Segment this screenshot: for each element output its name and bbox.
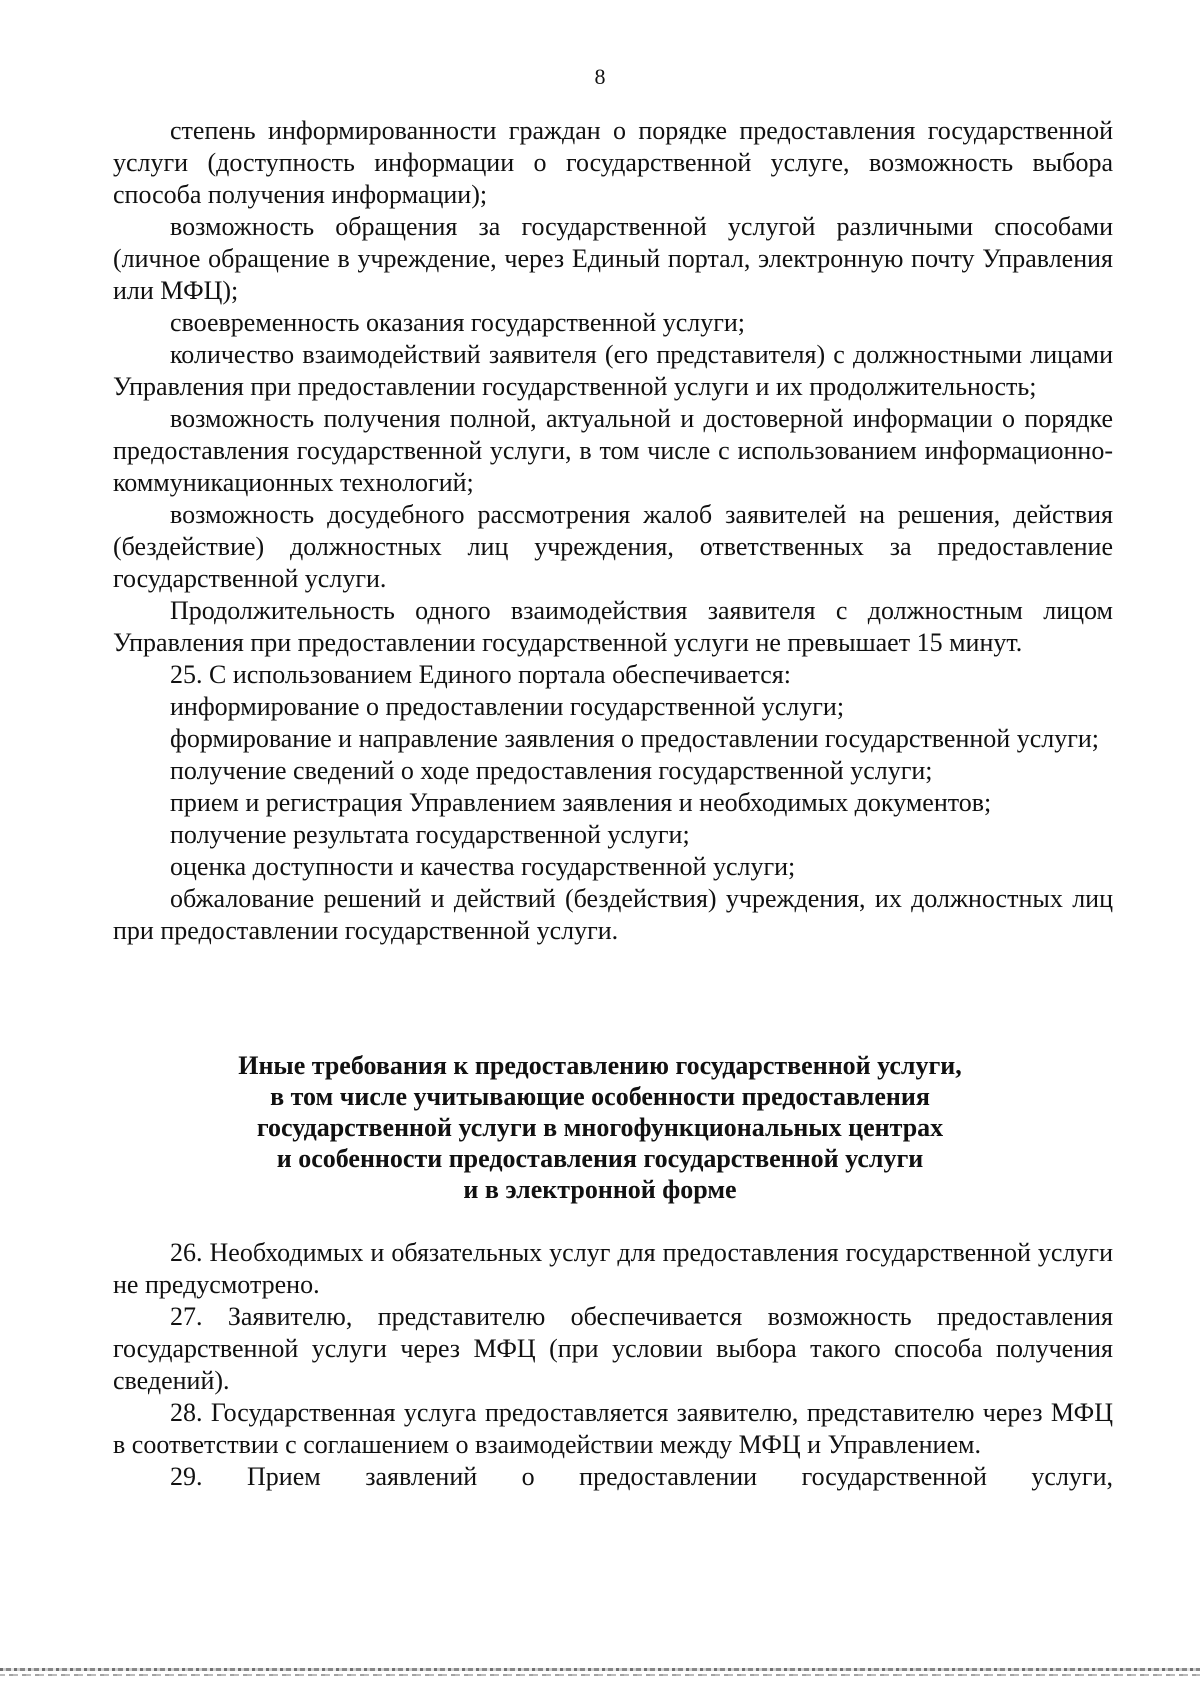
paragraph: оценка доступности и качества государственной услуги;: [170, 852, 796, 881]
paragraph: 29. Прием заявлений о предоставлении государственной услуги,: [170, 1462, 1113, 1491]
section-heading: [150, 1050, 1050, 1205]
paragraph: количество взаимодействий заявителя (его представителя) с должностными лицами Управления при предоставлении государственной услуги и их продолжительность;: [113, 340, 1113, 401]
paragraph: возможность досудебного рассмотрения жалоб заявителей на решения, действия (бездействие) должностных лиц учреждения, ответственных за предоставление государственной услуги.: [113, 500, 1113, 593]
heading-line: в том числе учитывающие особенности предоставления: [270, 1082, 930, 1111]
paragraph: своевременность оказания государственной услуги;: [170, 308, 746, 337]
paragraph: обжалование решений и действий (бездействия) учреждения, их должностных лиц при предоставлении государственной услуги.: [113, 884, 1113, 945]
paragraph: возможность обращения за государственной услугой различными способами (личное обращение в учреждение, через Единый портал, электронную почту Управления или МФЦ);: [113, 212, 1113, 305]
paragraph: 26. Необходимых и обязательных услуг для предоставления государственной услуги не предусмотрено.: [113, 1238, 1113, 1299]
scan-edge-artifact: [0, 1674, 1200, 1676]
paragraph: получение результата государственной услуги;: [170, 820, 690, 849]
heading-line: Иные требования к предоставлению государственной услуги,: [238, 1051, 962, 1080]
paragraph: возможность получения полной, актуальной и достоверной информации о порядке предоставления государственной услуги, в том числе с использованием информационно-коммуникационных технологий;: [113, 404, 1113, 497]
paragraph: информирование о предоставлении государственной услуги;: [170, 692, 845, 721]
body-text-top: [113, 115, 1113, 947]
heading-line: и особенности предоставления государственной услуги: [276, 1144, 924, 1173]
heading-line: государственной услуги в многофункциональных центрах: [256, 1113, 944, 1142]
paragraph: 25. С использованием Единого портала обеспечивается:: [170, 660, 791, 689]
paragraph: получение сведений о ходе предоставления государственной услуги;: [170, 756, 933, 785]
scan-edge-artifact: [0, 1668, 1200, 1671]
body-text-bottom: [113, 1237, 1113, 1493]
paragraph: степень информированности граждан о порядке предоставления государственной услуги (доступность информации о государственной услуге, возможность выбора способа получения информации);: [113, 116, 1113, 209]
paragraph: прием и регистрация Управлением заявления и необходимых документов;: [170, 788, 992, 817]
page-number: 8: [594, 64, 606, 89]
paragraph: Продолжительность одного взаимодействия заявителя с должностным лицом Управления при предоставлении государственной услуги не превышает 15 минут.: [113, 596, 1113, 657]
heading-line: и в электронной форме: [463, 1175, 737, 1204]
paragraph: формирование и направление заявления о предоставлении государственной услуги;: [170, 724, 1100, 753]
paragraph: 27. Заявителю, представителю обеспечивается возможность предоставления государственной услуги через МФЦ (при условии выбора такого способа получения сведений).: [113, 1302, 1113, 1395]
paragraph: 28. Государственная услуга предоставляется заявителю, представителю через МФЦ в соответствии с соглашением о взаимодействии между МФЦ и Управлением.: [113, 1398, 1113, 1459]
